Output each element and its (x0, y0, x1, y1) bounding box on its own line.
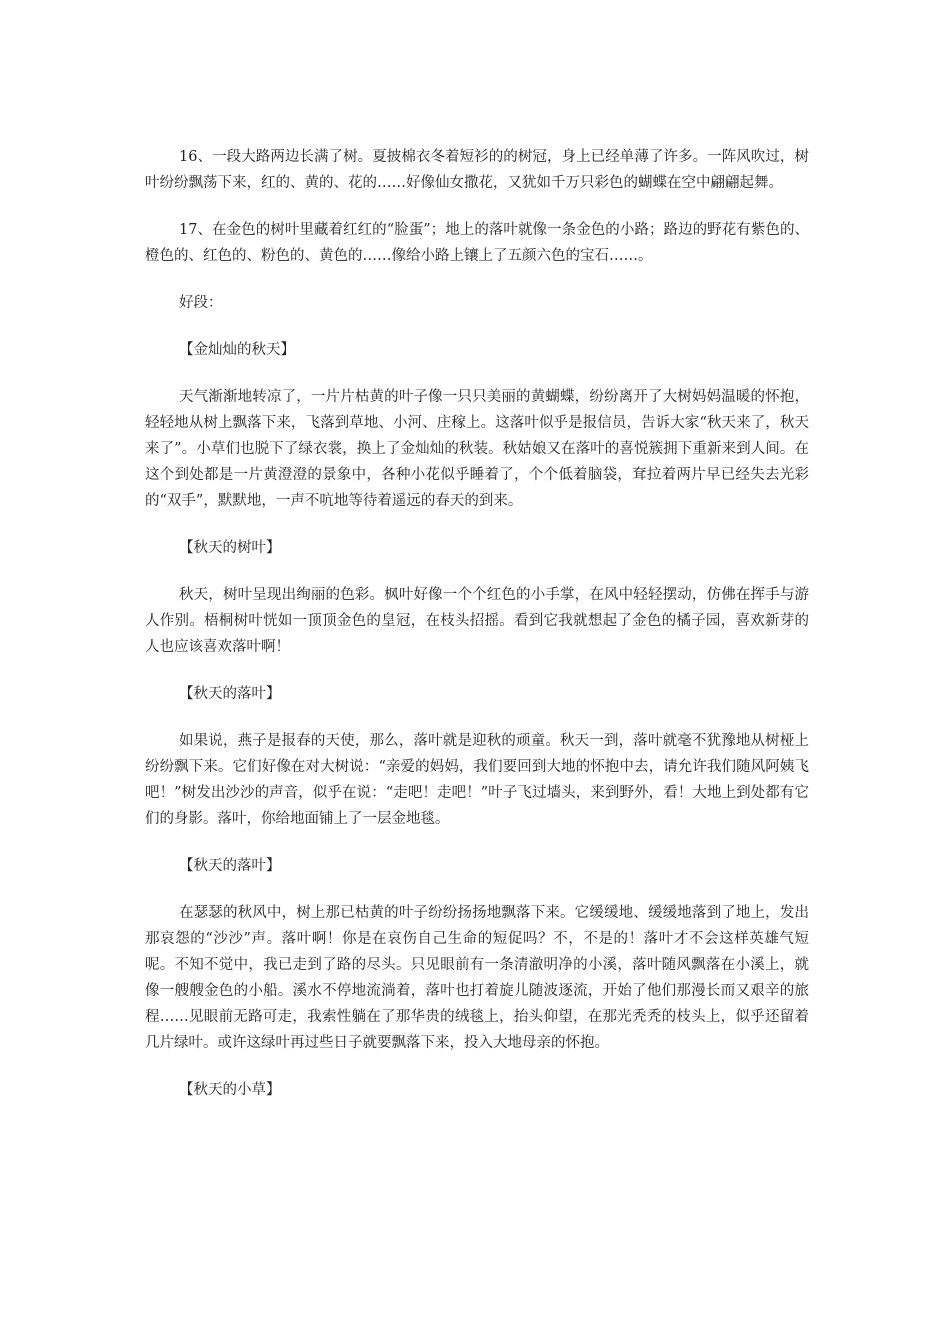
paragraph-16: 16、一段大路两边长满了树。夏披棉衣冬着短衫的的树冠，身上已经单薄了许多。一阵风吹过，树叶纷纷飘荡下来，红的、黄的、花的……好像仙女撒花，又犹如千万只彩色的蝴蝶在空中翩翩起舞。 (145, 149, 809, 191)
paragraph-fallen-leaves-1: 如果说，燕子是报春的天使，那么，落叶就是迎秋的顽童。秋天一到，落叶就毫不犹豫地从树桠上纷纷飘下来。它们好像在对大树说：“亲爱的妈妈，我们要回到大地的怀抱中去，请允许我们随风阿姨飞吧！”树发出沙沙的声音，似乎在说：“走吧！走吧！”叶子飞过墙头，来到野外，看！大地上到处都有它们的身影。落叶，你给地面铺上了一层金地毯。 (145, 733, 809, 827)
paragraph-golden-autumn: 天气渐渐地转凉了，一片片枯黄的叶子像一只只美丽的黄蝴蝶，纷纷离开了大树妈妈温暖的怀抱，轻轻地从树上飘落下来，飞落到草地、小河、庄稼上。这落叶似乎是报信员，告诉大家“秋天来了，秋天来了”。小草们也脱下了绿衣裳，换上了金灿灿的秋装。秋姑娘又在落叶的喜悦簇拥下重新来到人间。在这个到处都是一片黄澄澄的景象中，各种小花似乎睡着了，个个低着脑袋，耷拉着两片早已经失去光彩的“双手”，默默地，一声不吭地等待着遥远的春天的到来。 (145, 389, 809, 509)
paragraph-17: 17、在金色的树叶里藏着红红的“脸蛋”；地上的落叶就像一条金色的小路；路边的野花有紫色的、橙色的、红色的、粉色的、黄色的……像给小路上镶上了五颜六色的宝石……。 (145, 222, 809, 264)
document-page (145, 144, 809, 1124)
heading-golden-autumn: 【金灿灿的秋天】 (179, 342, 295, 358)
paragraph-autumn-leaves: 秋天，树叶呈现出绚丽的色彩。枫叶好像一个个红色的小手掌，在风中轻轻摆动，仿佛在挥手与游人作别。梧桐树叶恍如一顶顶金色的皇冠，在枝头招摇。看到它我就想起了金色的橘子园，喜欢新芽的人也应该喜欢落叶啊！ (145, 587, 809, 655)
heading-autumn-leaves: 【秋天的树叶】 (179, 540, 281, 556)
heading-autumn-grass: 【秋天的小草】 (179, 1082, 281, 1098)
section-label-good-paragraphs: 好段： (179, 295, 223, 311)
heading-fallen-leaves-2: 【秋天的落叶】 (179, 858, 281, 874)
paragraph-fallen-leaves-2: 在瑟瑟的秋风中，树上那已枯黄的叶子纷纷扬扬地飘落下来。它缓缓地、缓缓地落到了地上，发出那哀怨的“沙沙”声。落叶啊！你是在哀伤自己生命的短促吗？不，不是的！落叶才不会这样英雄气短呢。不知不觉中，我已走到了路的尽头。只见眼前有一条清澈明净的小溪，落叶随风飘落在小溪上，就像一艘艘金色的小船。溪水不停地流淌着，落叶也打着旋儿随波逐流，开始了他们那漫长而又艰辛的旅程……见眼前无路可走，我索性躺在了那华贵的绒毯上，抬头仰望，在那光秃秃的枝头上，似乎还留着几片绿叶。或许这绿叶再过些日子就要飘落下来，投入大地母亲的怀抱。 (145, 905, 809, 1051)
heading-fallen-leaves-1: 【秋天的落叶】 (179, 686, 281, 702)
